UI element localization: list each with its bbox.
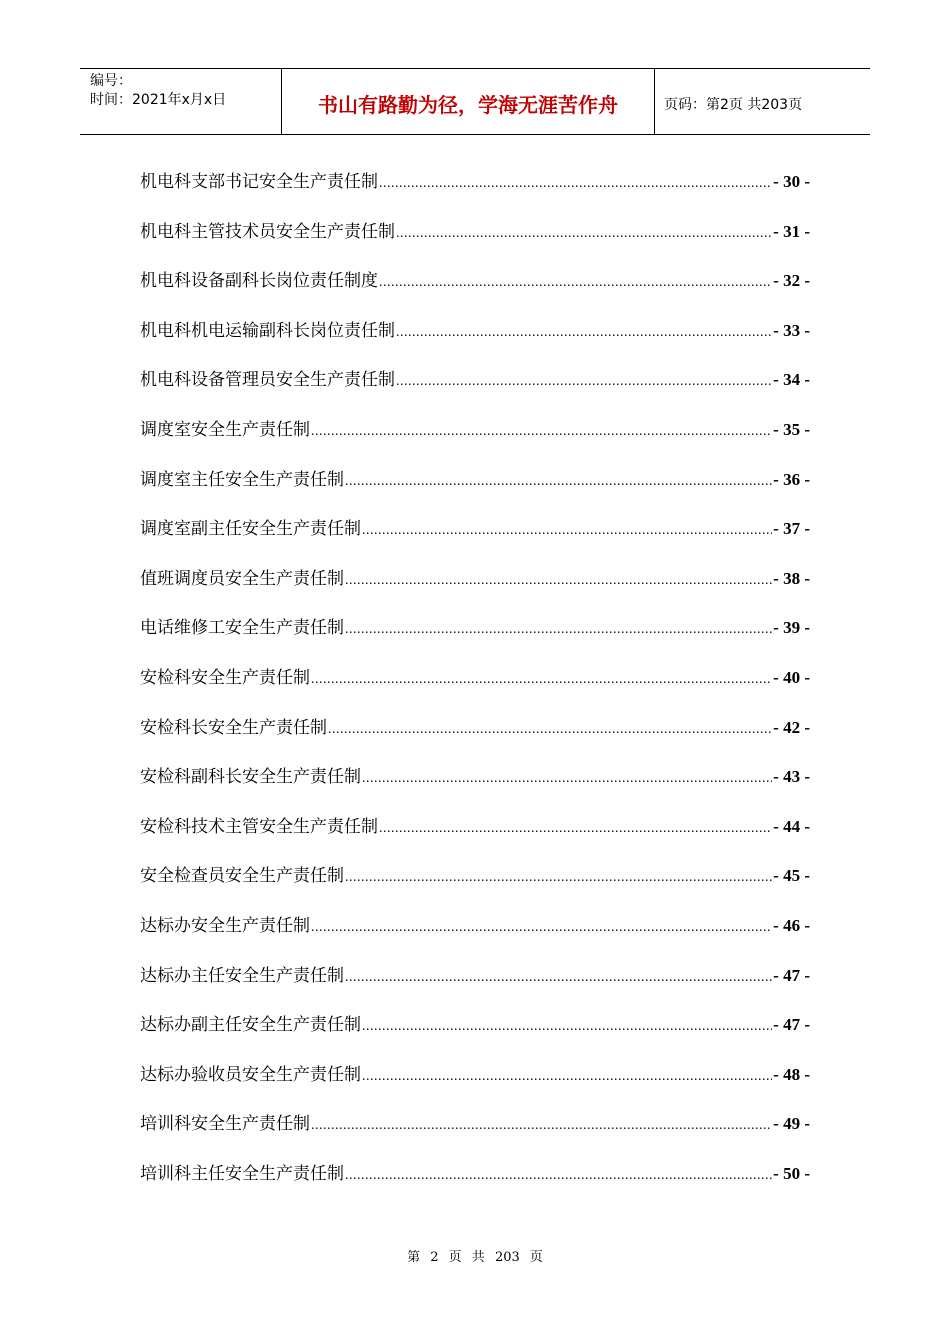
toc-entry-title: 机电科主管技术员安全生产责任制 [140,221,395,242]
toc-dot-leader [328,716,772,744]
toc-dot-leader [345,616,772,644]
toc-entry-page: - 43 - [773,767,810,787]
toc-entry-title: 达标办主任安全生产责任制 [140,965,344,986]
toc-dot-leader [345,567,772,595]
toc-dot-leader [362,1063,772,1091]
toc-entry[interactable] [140,714,810,764]
toc-entry-page: - 45 - [773,866,810,886]
toc-entry-page: - 50 - [773,1163,810,1183]
toc-dot-leader [311,418,772,446]
toc-entry[interactable] [140,1011,810,1061]
toc-entry-page: - 36 - [773,469,810,489]
toc-entry[interactable] [140,763,810,813]
toc-entry-page: - 31 - [773,221,810,241]
toc-entry-title: 值班调度员安全生产责任制 [140,568,344,589]
toc-entry-page: - 30 - [773,172,810,191]
toc-entry-title: 调度室主任安全生产责任制 [140,469,344,490]
footer-total-pages: 203 [494,1250,520,1265]
toc-dot-leader [362,517,772,545]
toc-entry-title: 培训科主任安全生产责任制 [140,1163,344,1184]
toc-entry[interactable] [140,1061,810,1111]
toc-entry[interactable] [140,416,810,466]
toc-entry-page: - 37 - [773,519,810,539]
toc-entry-page: - 40 - [773,667,810,687]
toc-entry-page: - 47 - [773,965,810,985]
toc-entry[interactable] [140,1110,810,1160]
toc-entry-title: 安检科长安全生产责任制 [140,717,327,738]
table-of-contents [140,168,810,1209]
toc-entry-title: 机电科支部书记安全生产责任制 [140,172,378,192]
toc-entry-page: - 34 - [773,370,810,390]
toc-entry-page: - 33 - [773,320,810,340]
toc-entry-page: - 49 - [773,1114,810,1134]
toc-entry[interactable] [140,664,810,714]
page-header [80,68,870,135]
toc-dot-leader [345,964,772,992]
toc-entry[interactable] [140,218,810,268]
footer-page-prefix: 第 [407,1250,421,1265]
toc-dot-leader [311,1112,772,1140]
toc-dot-leader [396,220,772,248]
toc-dot-leader [379,170,772,198]
toc-entry[interactable] [140,317,810,367]
toc-entry-title: 培训科安全生产责任制 [140,1114,310,1135]
document-number-label: 编号： [90,73,132,89]
page-footer [0,1246,950,1265]
toc-entry-page: - 35 - [773,419,810,439]
toc-entry-title: 达标办副主任安全生产责任制 [140,1015,361,1036]
toc-dot-leader [311,914,772,942]
toc-entry-title: 安检科副科长安全生产责任制 [140,767,361,788]
toc-dot-leader [345,1162,772,1190]
toc-entry-title: 电话维修工安全生产责任制 [140,618,344,639]
toc-entry-title: 调度室副主任安全生产责任制 [140,519,361,540]
footer-page-unit: 页 [448,1250,462,1265]
header-motto: 书山有路勤为径，学海无涯苦作舟 [282,69,655,134]
toc-entry[interactable] [140,962,810,1012]
toc-entry-title: 安检科安全生产责任制 [140,667,310,688]
toc-dot-leader [379,815,772,843]
toc-entry-page: - 44 - [773,816,810,836]
toc-dot-leader [311,666,772,694]
toc-dot-leader [362,765,772,793]
footer-total-prefix: 共 [471,1250,485,1265]
toc-entry-title: 安检科技术主管安全生产责任制 [140,816,378,837]
toc-entry-page: - 39 - [773,618,810,638]
toc-dot-leader [362,1013,772,1041]
toc-dot-leader [396,368,772,396]
toc-entry[interactable] [140,862,810,912]
document-date: 时间：2021年x月x日 [90,92,227,108]
header-page-info: 页码：第2页 共203页 [664,96,803,113]
toc-entry-page: - 47 - [773,1015,810,1035]
footer-page-number: 2 [430,1250,439,1265]
toc-entry[interactable] [140,267,810,317]
toc-entry-page: - 42 - [773,717,810,737]
toc-entry-title: 达标办验收员安全生产责任制 [140,1064,361,1085]
toc-entry[interactable] [140,614,810,664]
toc-entry-page: - 48 - [773,1064,810,1084]
toc-entry-page: - 46 - [773,915,810,935]
toc-entry-page: - 32 - [773,271,810,291]
toc-entry[interactable] [140,565,810,615]
toc-entry[interactable] [140,366,810,416]
toc-entry-title: 机电科机电运输副科长岗位责任制 [140,320,395,341]
toc-dot-leader [396,319,772,347]
toc-entry-title: 达标办安全生产责任制 [140,915,310,936]
toc-dot-leader [345,864,772,892]
toc-entry[interactable] [140,813,810,863]
toc-entry-title: 机电科设备副科长岗位责任制度 [140,271,378,292]
toc-entry[interactable] [140,168,810,218]
toc-entry[interactable] [140,466,810,516]
toc-entry-title: 安全检查员安全生产责任制 [140,866,344,887]
toc-entry-page: - 38 - [773,568,810,588]
toc-entry-title: 机电科设备管理员安全生产责任制 [140,370,395,391]
toc-dot-leader [345,468,772,496]
footer-total-unit: 页 [529,1250,543,1265]
toc-entry[interactable] [140,515,810,565]
toc-entry-title: 调度室安全生产责任制 [140,419,310,440]
toc-entry[interactable] [140,1160,810,1210]
header-meta [80,69,282,134]
toc-entry[interactable] [140,912,810,962]
toc-dot-leader [379,269,772,297]
